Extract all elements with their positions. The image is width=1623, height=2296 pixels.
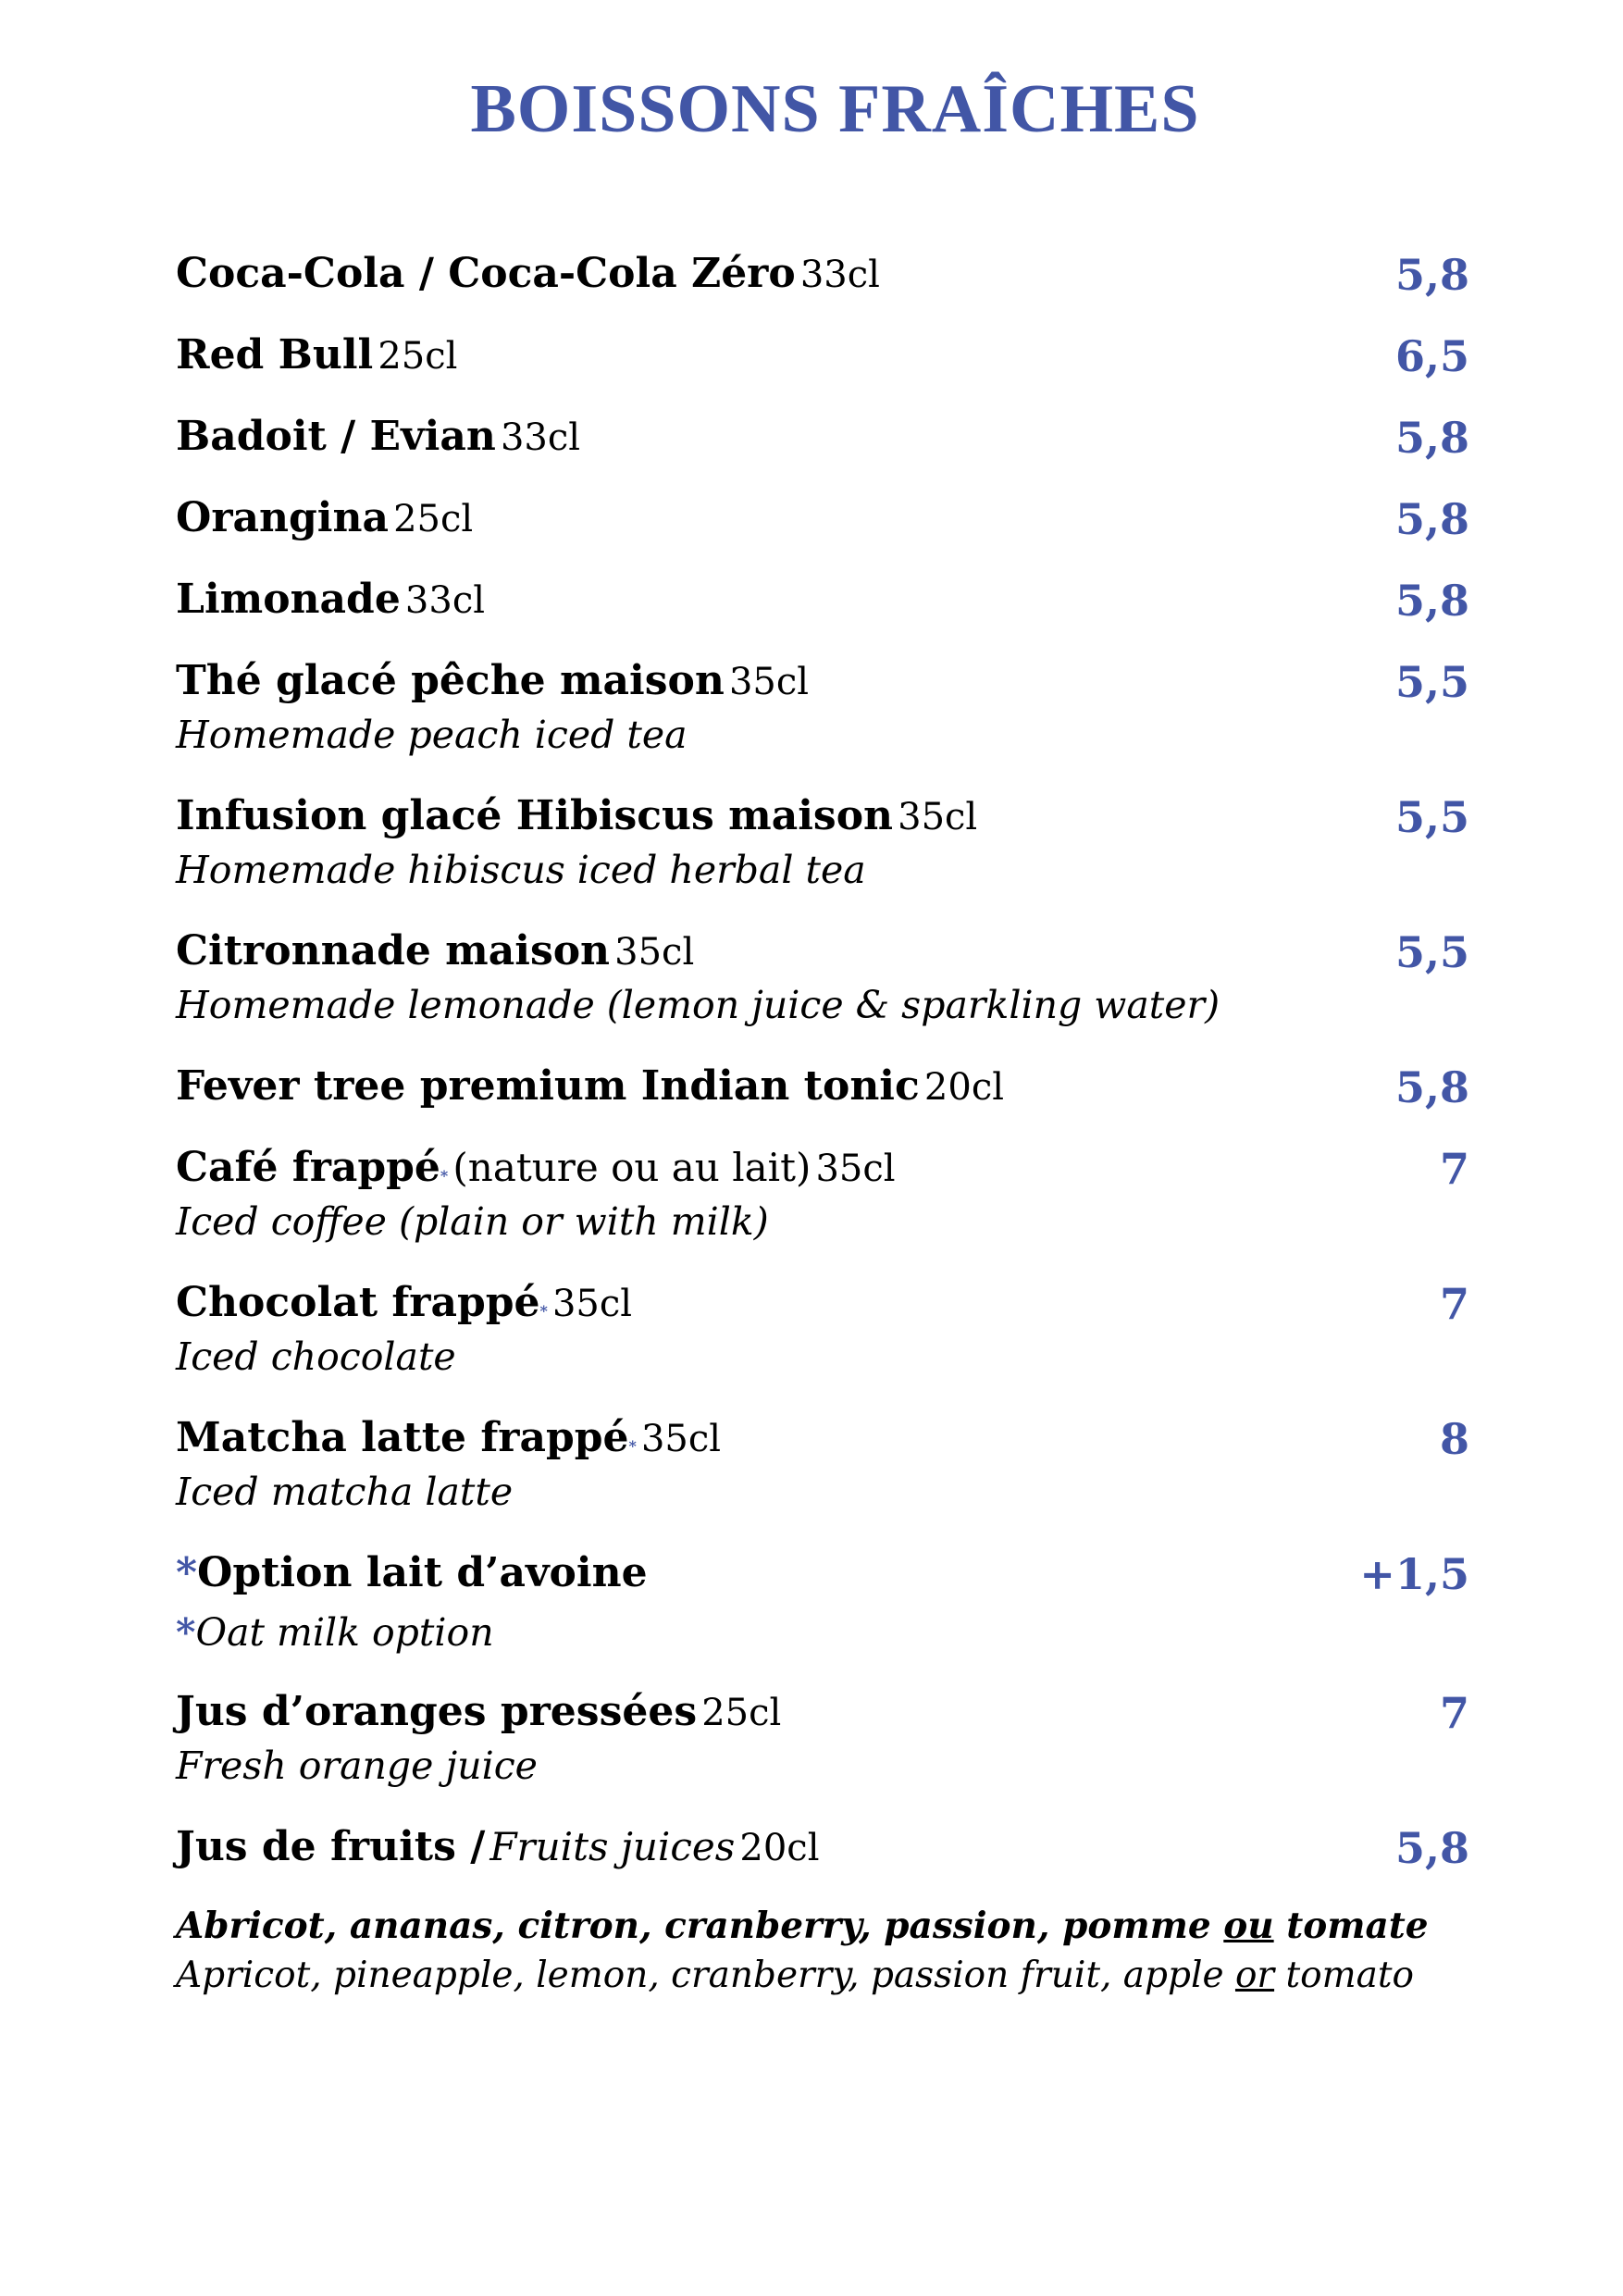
- item-size: 35cl: [614, 931, 695, 974]
- menu-item: [176, 1279, 1469, 1379]
- item-name: Café frappé: [176, 1144, 440, 1191]
- item-size: 35cl: [898, 796, 978, 838]
- item-translation: Iced matcha latte: [176, 1470, 514, 1514]
- item-name: Fever tree premium Indian tonic: [176, 1062, 920, 1110]
- item-name: Infusion glacé Hibiscus maison: [176, 792, 894, 839]
- menu-item: [176, 1144, 1469, 1244]
- fruit-list-fr-or: ou: [1223, 1905, 1274, 1947]
- item-name: Badoit / Evian: [176, 413, 496, 460]
- item-price: 5,5: [1394, 657, 1469, 707]
- item-price: 5,8: [1394, 1062, 1469, 1112]
- menu-item: [176, 657, 1469, 757]
- item-name: Citronnade maison: [176, 927, 611, 974]
- asterisk-mark: *: [176, 1610, 196, 1655]
- item-size: 20cl: [923, 1066, 1005, 1109]
- menu-item: [176, 250, 1469, 305]
- menu-item: [176, 792, 1469, 892]
- item-price: 5,8: [1394, 576, 1469, 626]
- item-name: Limonade: [176, 576, 401, 623]
- item-size: 25cl: [393, 498, 474, 540]
- item-size: 25cl: [701, 1692, 782, 1734]
- item-price: 5,5: [1394, 927, 1469, 977]
- asterisk-mark: *: [539, 1302, 548, 1320]
- item-price: 5,8: [1394, 494, 1469, 544]
- item-name: Coca-Cola / Coca-Cola Zéro: [176, 250, 796, 297]
- menu-item: [176, 1414, 1469, 1514]
- item-translation: Iced chocolate: [176, 1334, 456, 1379]
- item-size: 33cl: [404, 579, 486, 622]
- menu-item: [176, 1688, 1469, 1788]
- item-translation: Homemade peach iced tea: [176, 713, 688, 757]
- item-size: 35cl: [640, 1418, 722, 1460]
- item-price: 5,8: [1394, 413, 1469, 463]
- menu-item: [176, 413, 1469, 468]
- fruit-list-en: [176, 1955, 1490, 1996]
- asterisk-mark: *: [176, 1549, 198, 1596]
- item-name: Jus d’oranges pressées: [176, 1688, 698, 1735]
- menu-title: BOISSONS FRAÎCHES: [470, 71, 1200, 147]
- menu-item: [176, 1549, 1469, 1655]
- fruit-list-fr: [176, 1905, 1490, 1947]
- menu-item: [176, 576, 1469, 631]
- item-price: 7: [1439, 1144, 1469, 1194]
- item-size: 25cl: [378, 335, 458, 378]
- item-size: 35cl: [728, 661, 810, 703]
- asterisk-mark: *: [628, 1437, 637, 1455]
- menu-item: [176, 1823, 1469, 1879]
- item-translation: Fresh orange juice: [176, 1744, 538, 1788]
- item-note: (nature ou au lait): [452, 1145, 812, 1190]
- item-price: 6,5: [1394, 331, 1469, 381]
- item-size: 20cl: [739, 1827, 820, 1869]
- menu-item: [176, 927, 1469, 1027]
- menu-item: [176, 331, 1469, 387]
- fruit-list-en-end: tomato: [1274, 1955, 1415, 1996]
- menu-item: [176, 494, 1469, 550]
- item-price: 5,8: [1394, 1823, 1469, 1873]
- item-price: 5,8: [1394, 250, 1469, 300]
- item-size: 33cl: [799, 254, 880, 296]
- item-name: Orangina: [176, 494, 389, 541]
- item-price: 7: [1439, 1279, 1469, 1329]
- item-price: 7: [1439, 1688, 1469, 1738]
- item-size: 35cl: [551, 1283, 633, 1325]
- item-name: Chocolat frappé: [176, 1279, 540, 1326]
- item-translation: Iced coffee (plain or with milk): [176, 1199, 769, 1244]
- item-price: +1,5: [1359, 1549, 1469, 1599]
- item-note: Fruits juices: [489, 1824, 736, 1869]
- fruit-list: [176, 1905, 1490, 1996]
- item-size: 35cl: [815, 1148, 896, 1190]
- fruit-list-fr-end: tomate: [1273, 1905, 1429, 1947]
- item-translation: Homemade hibiscus iced herbal tea: [176, 848, 866, 892]
- item-name: Matcha latte frappé: [176, 1414, 629, 1461]
- fruit-list-fr-text: Abricot, ananas, citron, cranberry, passion, pomme: [176, 1905, 1224, 1947]
- item-price: 5,5: [1394, 792, 1469, 842]
- item-size: 33cl: [500, 416, 581, 459]
- fruit-list-en-or: or: [1234, 1955, 1275, 1996]
- fruit-list-en-text: Apricot, pineapple, lemon, cranberry, passion fruit, apple: [176, 1955, 1235, 1996]
- asterisk-mark: *: [440, 1167, 449, 1185]
- item-name: Option lait d’avoine: [197, 1549, 648, 1596]
- item-name: Red Bull: [176, 331, 374, 379]
- item-price: 8: [1439, 1414, 1469, 1464]
- item-translation: Oat milk option: [195, 1610, 494, 1655]
- item-name: Thé glacé pêche maison: [176, 657, 725, 704]
- menu-item: [176, 1062, 1469, 1118]
- item-translation: Homemade lemonade (lemon juice & sparkling water): [176, 983, 1220, 1027]
- item-name: Jus de fruits /: [176, 1823, 486, 1870]
